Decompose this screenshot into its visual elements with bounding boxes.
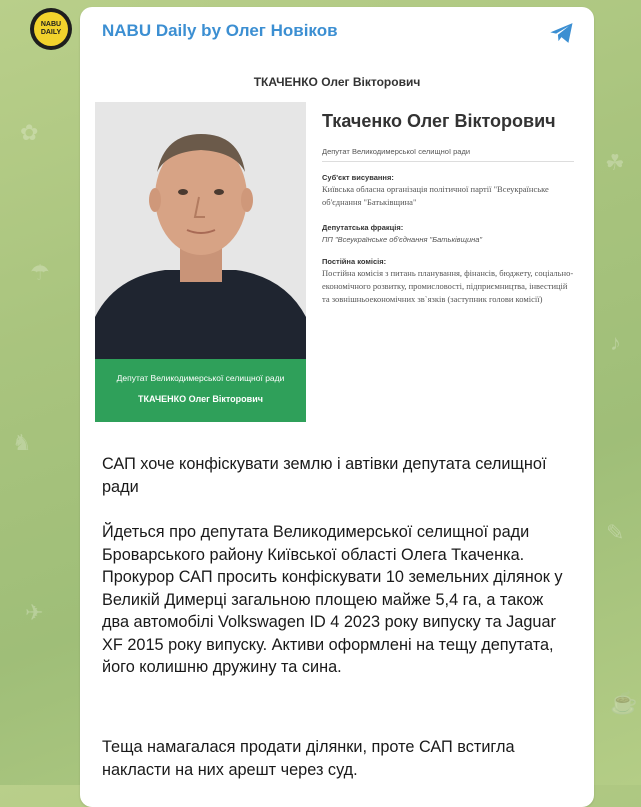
wallpaper-doodle-icon: ♪ [610,330,621,355]
deputy-role: Депутат Великодимерської селищної ради [322,147,471,156]
post-image[interactable] [92,61,582,437]
photo-caption [95,359,306,422]
faction-value: ПП "Всеукраїнське об'єднання "Батьківщина" [322,235,483,244]
commission-label: Постійна комісія: [322,257,387,266]
wallpaper-doodle-icon: ☂ [30,260,50,285]
commission-value: Постійна комісія з питань планування, фінансів, бюджету, соціально- економічного розвитку, промисловості, підприємництва, інвестицій та зовнішньоекономічних зв`язків (заступник голови комісії) [322,268,574,304]
avatar-text-line1: NABU [40,21,62,28]
divider [322,161,574,162]
wallpaper-doodle-icon: ✿ [20,120,39,145]
nomination-label: Суб'єкт висування: [322,173,394,182]
channel-name[interactable]: NABU Daily by Олег Новіков [102,21,338,40]
deputy-portrait-image [95,102,306,359]
faction-label: Депутатська фракція: [322,223,404,232]
wallpaper-doodle-icon: ✎ [606,520,625,545]
nomination-value: Київська обласна організація політичної партії "Всеукраїнське об'єднання "Батьківщина" [322,184,549,207]
message-bubble [80,7,594,807]
wallpaper-doodle-icon: ☘ [605,150,625,175]
wallpaper-doodle-icon: ✈ [25,600,44,625]
post-paragraph-1: Йдеться про депутата Великодимерської селищної ради Броварського району Київської області Олега Ткаченка. Прокурор САП просить конфіскувати 10 земельних ділянок у Великій Димерці загальною площею майже 5,4 га, а також два автомобілі Volkswagen ID 4 2023 року випуску та Jaguar XF 2015 року випуску. Активи оформлені на тещу депутата, його колишню дружину та сина. [102,523,563,676]
channel-avatar[interactable] [30,8,72,50]
image-header-name: ТКАЧЕНКО Олег Вікторович [253,75,421,89]
nabu-daily-logo [34,12,68,46]
post-headline: САП хоче конфіскувати землю і автівки депутата селищної ради [102,455,547,496]
wallpaper-doodle-icon: ☕ [610,690,638,715]
deputy-photo [95,102,306,359]
deputy-name: Ткаченко Олег Вікторович [322,111,556,131]
telegram-share-icon[interactable] [548,19,576,47]
caption-name: ТКАЧЕНКО Олег Вікторович [138,394,263,404]
wallpaper-doodle-icon: ♞ [12,430,32,455]
avatar-text-line2: DAILY [40,29,62,36]
caption-role: Депутат Великодимерської селищної ради [116,373,285,383]
post-paragraph-2: Теща намагалася продати ділянки, проте САП встигла накласти на них арешт через суд. [102,738,515,779]
